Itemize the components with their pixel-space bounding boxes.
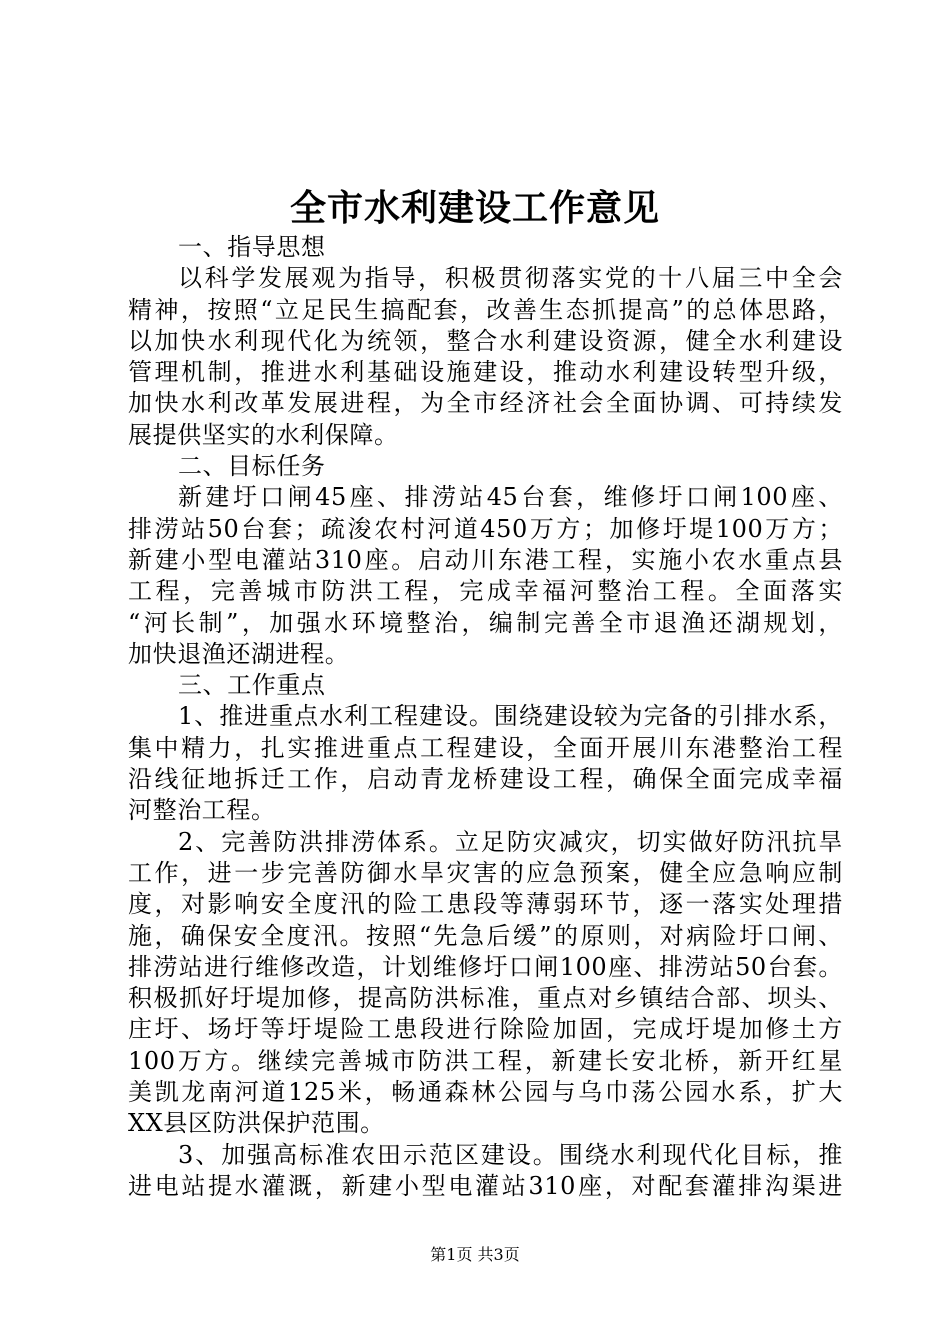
body-line: 新建圩口闸45座、排涝站45台套，维修圩口闸100座、: [178, 483, 843, 512]
body-line: 以科学发展观为指导，积极贯彻落实党的十八届三中全会: [178, 264, 843, 293]
section-heading: 三、工作重点: [178, 671, 326, 700]
body-line: 以加快水利现代化为统领，整合水利建设资源，健全水利建设: [128, 326, 843, 355]
body-line: 工作，进一步完善防御水旱灾害的应急预案，健全应急响应制: [128, 858, 843, 887]
body-line: 100万方。继续完善城市防洪工程，新建长安北桥，新开红星: [128, 1046, 843, 1075]
body-line: 庄圩、场圩等圩堤险工患段进行除险加固，完成圩堤加修土方: [128, 1015, 843, 1044]
body-line: 度，对影响安全度汛的险工患段等薄弱环节，逐一落实处理措: [128, 890, 843, 919]
body-line: “河长制”，加强水环境整治，编制完善全市退渔还湖规划，: [128, 608, 843, 637]
body-line: 集中精力，扎实推进重点工程建设，全面开展川东港整治工程: [128, 733, 843, 762]
body-line: 新建小型电灌站310座。启动川东港工程，实施小农水重点县: [128, 545, 843, 574]
page-footer: 第1页 共3页: [430, 1245, 520, 1264]
body-line: XX县区防洪保护范围。: [128, 1109, 385, 1138]
body-line: 沿线征地拆迁工作，启动青龙桥建设工程，确保全面完成幸福: [128, 765, 843, 794]
body-line: 加快退渔还湖进程。: [128, 639, 350, 668]
body-line: 2、完善防洪排涝体系。立足防灾减灾，切实做好防汛抗旱: [178, 827, 843, 856]
document-title: 全市水利建设工作意见: [289, 187, 660, 229]
body-line: 施，确保安全度汛。按照“先急后缓”的原则，对病险圩口闸、: [128, 921, 843, 950]
body-line: 3、加强高标准农田示范区建设。围绕水利现代化目标，推: [178, 1140, 843, 1169]
body-line: 排涝站进行维修改造，计划维修圩口闸100座、排涝站50台套。: [128, 952, 843, 981]
body-line: 美凯龙南河道125米，畅通森林公园与乌巾荡公园水系，扩大: [128, 1078, 843, 1107]
body-line: 1、推进重点水利工程建设。围绕建设较为完备的引排水系，: [178, 702, 843, 731]
body-line: 排涝站50台套；疏浚农村河道450万方；加修圩堤100万方；: [128, 514, 843, 543]
body-line: 工程，完善城市防洪工程，完成幸福河整治工程。全面落实: [128, 577, 843, 606]
body-line: 展提供坚实的水利保障。: [128, 420, 399, 449]
body-line: 精神，按照“立足民生搞配套，改善生态抓提高”的总体思路，: [128, 295, 843, 324]
body-line: 进电站提水灌溉，新建小型电灌站310座，对配套灌排沟渠进: [128, 1171, 843, 1200]
body-line: 加快水利改革发展进程，为全市经济社会全面协调、可持续发: [128, 389, 843, 418]
section-heading: 二、目标任务: [178, 452, 326, 481]
body-line: 管理机制，推进水利基础设施建设，推动水利建设转型升级，: [128, 358, 843, 387]
document-body: [128, 232, 843, 1202]
body-line: 河整治工程。: [128, 796, 276, 825]
body-line: 积极抓好圩堤加修，提高防洪标准，重点对乡镇结合部、坝头、: [128, 984, 843, 1013]
section-heading: 一、指导思想: [178, 233, 326, 261]
